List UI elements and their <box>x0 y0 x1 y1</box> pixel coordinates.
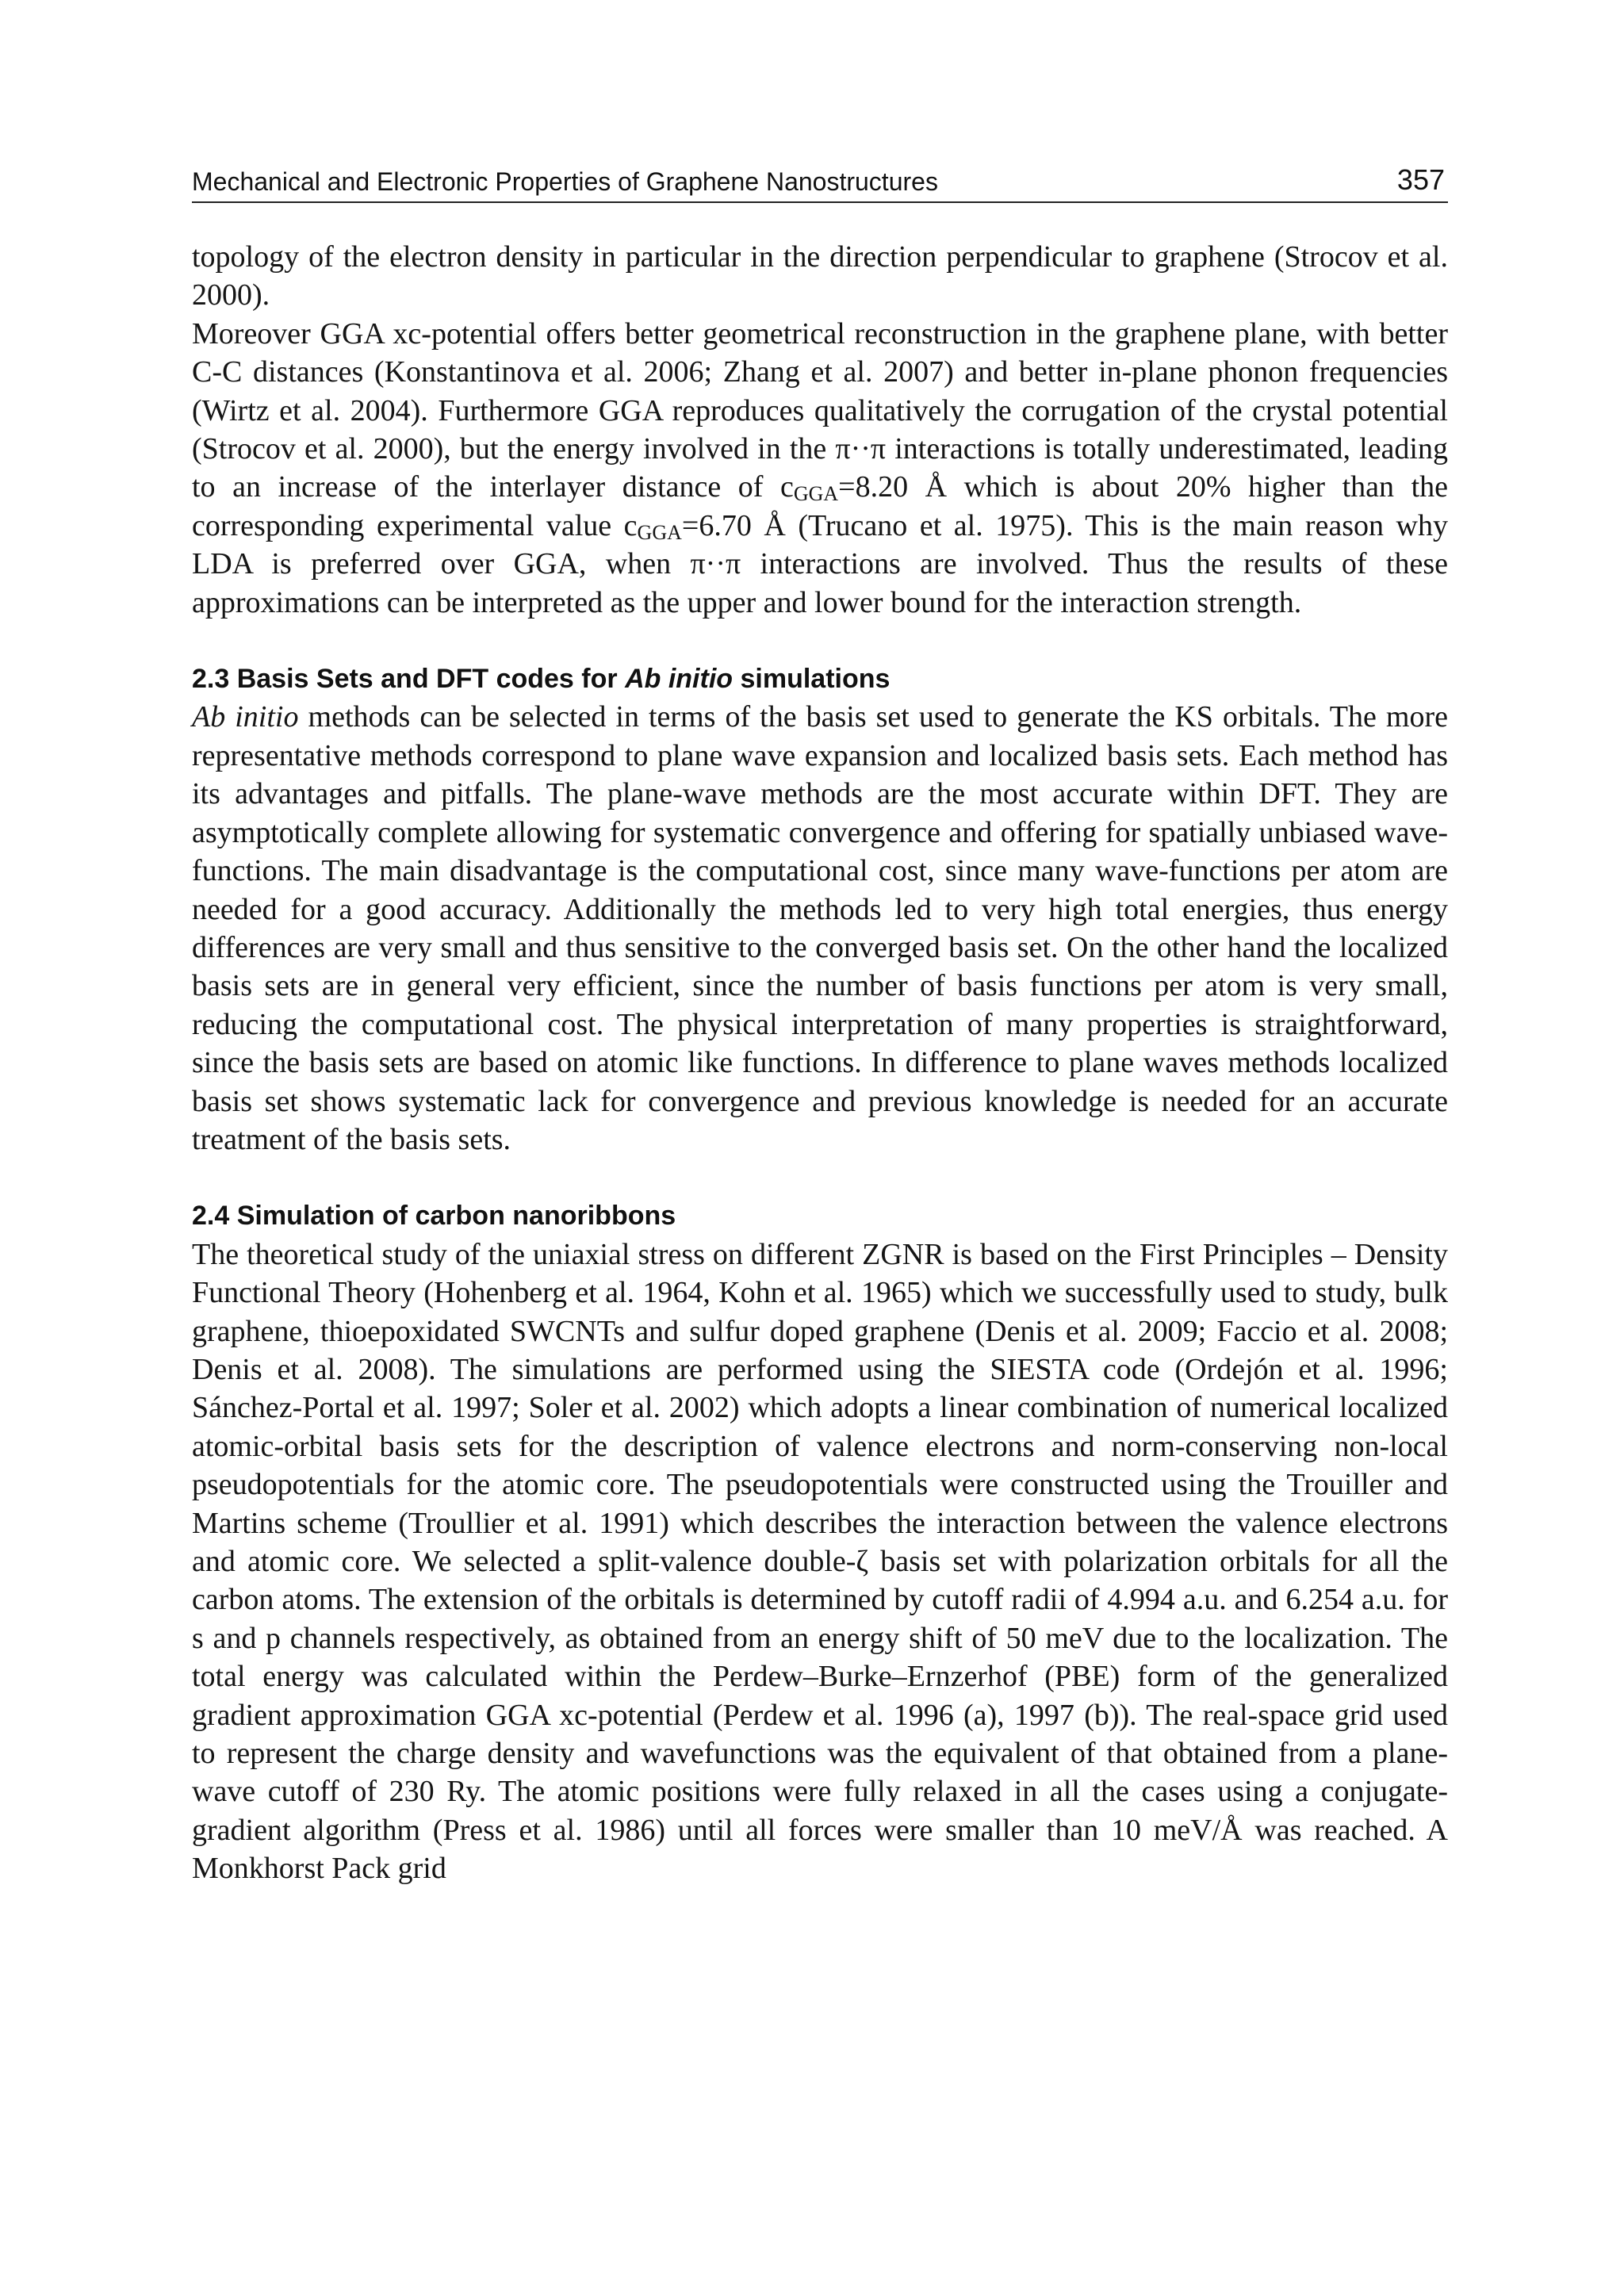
page-body <box>192 238 1448 1888</box>
gga-text-1: Moreover GGA xc-potential offers better geometrical reconstruction in the graphene plane, with better C-C distances (Konstantinova et al. 2006; Zhang et al. 2007) and better in-plane phonon frequencies (Wirtz et al. 2004). Furthermore GGA reproduces qualitatively the corrugation of the crystal potential (Strocov et al. 2000), but the energy involved in the π··π interactions is totally underestimated, leading to an increase of the interlayer distance of c <box>192 316 1448 504</box>
gga-text-3: =6.70 Å (Trucano et al. 1975). This is the main reason why LDA is preferred over GGA, when π··π interactions are involved. Thus the results of these approximations can be interpreted as the upper and lower bound for the interaction strength. <box>192 508 1448 619</box>
subscript-gga: GGA <box>793 482 839 506</box>
running-header <box>192 160 1448 203</box>
section-gap <box>192 622 1448 660</box>
lead-italic: Ab initio <box>192 700 299 734</box>
heading-italic: Ab initio <box>625 664 733 695</box>
section-gap <box>192 1159 1448 1197</box>
paragraph-basis-sets <box>192 698 1448 1159</box>
paragraph-simulation: The theoretical study of the uniaxial stress on different ZGNR is based on the First Principles – Density Functional Theory (Hohenberg et al. 1964, Kohn et al. 1965) which we successfully used to study, bulk graphene, thioepoxidated SWCNTs and sulfur doped graphene (Denis et al. 2009; Faccio et al. 2008; Denis et al. 2008). The simulations are performed using the SIESTA code (Ordejón et al. 1996; Sánchez-Portal et al. 1997; Soler et al. 2002) which adopts a linear combination of numerical localized atomic-orbital basis sets for the description of valence electrons and norm-conserving non-local pseudopotentials for the atomic core. The pseudopotentials were constructed using the Trouiller and Martins scheme (Troullier et al. 1991) which describes the interaction between the valence electrons and atomic core. We selected a split-valence double-ζ basis set with polarization orbitals for all the carbon atoms. The extension of the orbitals is determined by cutoff radii of 4.994 a.u. and 6.254 a.u. for s and p channels respectively, as obtained from an energy shift of 50 meV due to the localization. The total energy was calculated within the Perdew–Burke–Ernzerhof (PBE) form of the generalized gradient approximation GGA xc-potential (Perdew et al. 1996 (a), 1997 (b)). The real-space grid used to represent the charge density and wavefunctions was the equivalent of that obtained from a plane-wave cutoff of 230 Ry. The atomic positions were fully relaxed in all the cases using a conjugate-gradient algorithm (Press et al. 1986) until all forces were smaller than 10 meV/Å was reached. A Monkhorst Pack grid <box>192 1237 1448 1886</box>
paragraph-continuation: topology of the electron density in particular in the direction perpendicular to graphene (Strocov et al. 2000). <box>192 240 1448 312</box>
gga-text-2: =8.20 Å which is about 20% higher than the corresponding experimental value c <box>192 470 1448 542</box>
heading-text: 2.3 Basis Sets and DFT codes for <box>192 664 626 695</box>
running-header-title: Mechanical and Electronic Properties of Graphene Nanostructures <box>192 167 938 196</box>
page-number: 357 <box>1396 163 1445 196</box>
subscript-gga: GGA <box>637 520 682 544</box>
section-heading-2-3 <box>192 660 1448 698</box>
paragraph-text: methods can be selected in terms of the basis set used to generate the KS orbitals. The more representative methods correspond to plane wave expansion and localized basis sets. Each method has its advantages and pitfalls. The plane-wave methods are the most accurate within DFT. They are asymptotically complete allowing for systematic convergence and offering for spatially unbiased wave-functions. The main disadvantage is the computational cost, since many wave-functions per atom are needed for a good accuracy. Additionally the methods led to very high total energies, thus energy differences are very small and thus sensitive to the converged basis set. On the other hand the localized basis sets are in general very efficient, since the number of basis functions per atom is very small, reducing the computational cost. The physical interpretation of many properties is straightforward, since the basis sets are based on atomic like functions. In difference to plane waves methods localized basis set shows systematic lack for convergence and previous knowledge is needed for an accurate treatment of the basis sets. <box>192 700 1448 1156</box>
paragraph-gga-discussion <box>192 315 1448 622</box>
heading-text: simulations <box>733 664 891 695</box>
section-heading-2-4: 2.4 Simulation of carbon nanoribbons <box>192 1201 676 1232</box>
